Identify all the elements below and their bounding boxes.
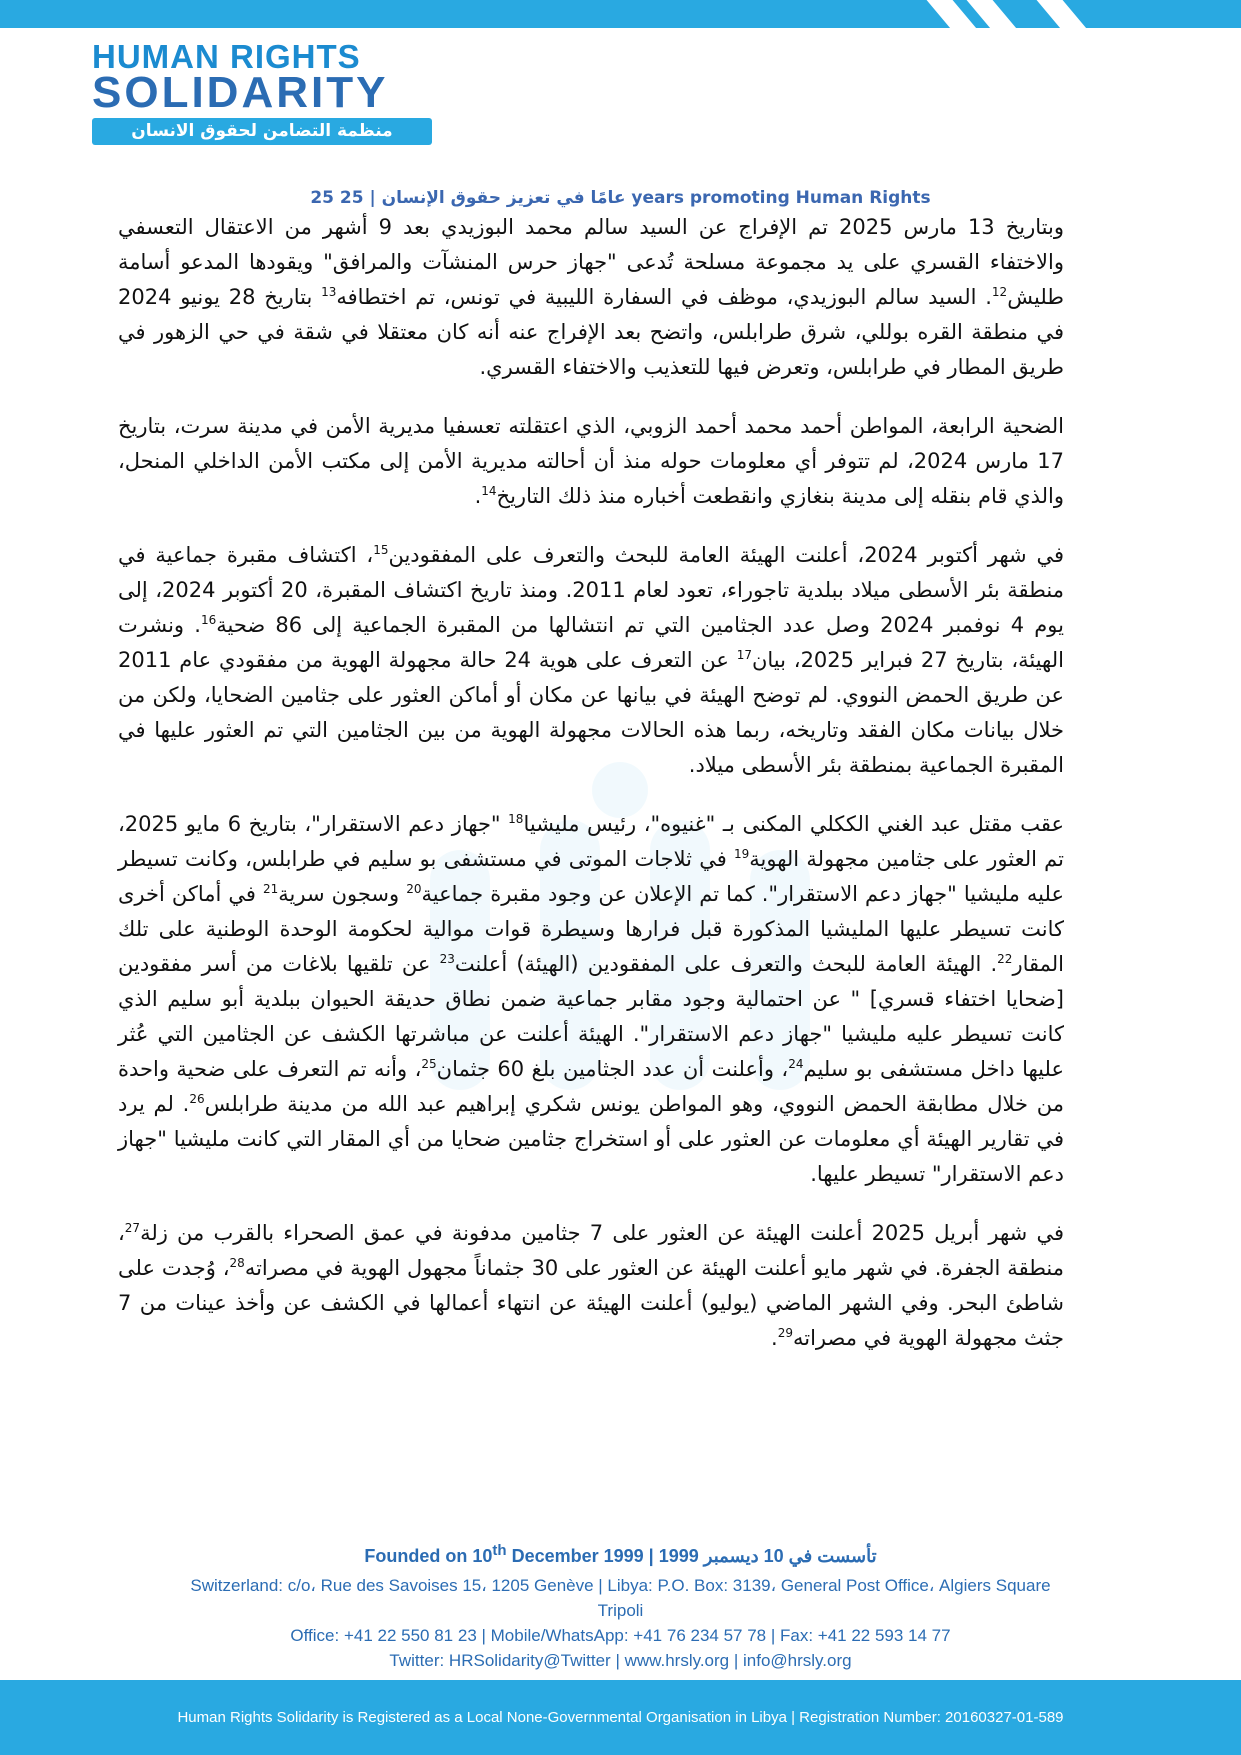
organization-logo [92, 40, 434, 145]
body-paragraph [118, 1216, 1064, 1356]
paragraph-text: . ونشرت الهيئة، بتاريخ 27 فبراير 2025، بيان [118, 613, 1064, 672]
paragraph-text: الضحية الرابعة، المواطن أحمد محمد أحمد الزوبي، الذي اعتقلته تعسفيا مديرية الأمن في مدينة سرت، بتاريخ 17 مارس 2024، لم تتوفر أي معلومات حوله منذ أن أحالته مديرية الأمن إلى مكتب الأمن الداخلي المنحل، والذي قام بنقله إلى مدينة بنغازي وانقطعت أخباره منذ ذلك التاريخ [118, 414, 1064, 508]
footnote-ref: 22 [997, 952, 1013, 966]
logo-arabic-name: منظمة التضامن لحقوق الانسان [92, 118, 432, 145]
founded-english: Founded on 10 [364, 1546, 493, 1566]
paragraph-text: وبتاريخ 13 مارس 2025 تم الإفراج عن السيد سالم محمد البوزيدي بعد 9 أشهر من الاعتقال التعسفي والاختفاء القسري على يد مجموعة مسلحة تُدعى "جهاز حرس المنشآت والمرافق" ويقودها المدعو أسامة طليش [118, 215, 1064, 309]
footnote-ref: 28 [229, 1256, 245, 1270]
footnote-ref: 20 [406, 882, 422, 896]
body-paragraph [118, 210, 1064, 385]
founded-english-rest: December 1999 | [506, 1546, 659, 1566]
footnote-ref: 29 [777, 1326, 793, 1340]
paragraph-text: . [771, 1326, 778, 1350]
phone-line: Office: +41 22 550 81 23 | Mobile/WhatsApp: +41 76 234 57 78 | Fax: +41 22 593 14 77 [290, 1626, 951, 1645]
paragraph-text: . الهيئة العامة للبحث والتعرف على المفقودين (الهيئة) أعلنت [454, 952, 998, 976]
paragraph-text: في شهر أبريل 2025 أعلنت الهيئة عن العثور على 7 جثامين مدفونة في عمق الصحراء بالقرب من زلة [140, 1221, 1064, 1245]
paragraph-text: . [474, 484, 482, 508]
footnote-ref: 16 [200, 613, 217, 627]
body-paragraph [118, 807, 1064, 1192]
paragraph-text: في شهر أكتوبر 2024، أعلنت الهيئة العامة للبحث والتعرف على المفقودين [388, 543, 1064, 567]
footnote-ref: 12 [991, 285, 1008, 299]
paragraph-text: في أماكن أخرى كانت تسيطر عليها المليشيا المذكورة قبل فرارها وسيطرة قوات موالية لحكومة الوحدة الوطنية على تلك المقار [118, 882, 1064, 976]
footnote-ref: 17 [736, 648, 752, 662]
footer [0, 1542, 1241, 1673]
footnote-ref: 18 [508, 812, 524, 826]
address-line: Switzerland: c/o، Rue des Savoises 15، 1205 Genève | Libya: P.O. Box: 3139، General Post Office، Algiers Square [190, 1576, 1051, 1595]
body-paragraph [118, 409, 1064, 514]
footnote-ref: 19 [734, 847, 750, 861]
paragraph-text: وسجون سرية [278, 882, 407, 906]
logo-line-1: HUMAN RIGHTS [92, 38, 361, 75]
footnote-ref: 25 [421, 1057, 437, 1071]
top-banner [0, 0, 1241, 28]
footnote-ref: 27 [124, 1221, 141, 1235]
footnote-ref: 24 [788, 1057, 804, 1071]
contact-line: Twitter: HRSolidarity@Twitter | www.hrsly.org | info@hrsly.org [389, 1651, 852, 1670]
paragraph-text: "جهاز دعم الاستقرار"، بتاريخ 6 مايو 2025، تم العثور على جثامين مجهولة الهوية [118, 812, 1064, 871]
paragraph-text: في ثلاجات الموتى في مستشفى بو سليم في طرابلس، وكانت تسيطر عليه مليشيا "جهاز دعم الاستقرار". كما تم الإعلان عن وجود مقبرة جماعية [118, 847, 1064, 906]
footnote-ref: 21 [262, 882, 279, 896]
founded-ordinal: th [492, 1542, 507, 1559]
paragraph-text: عن تلقيها بلاغات من أسر مفقودين [ضحايا اختفاء قسري] " عن احتمالية وجود مقابر جماعية ضمن نطاق حديقة الحيوان ببلدية أبو سليم الذي كانت تسيطر عليه مليشيا "جهاز دعم الاستقرار". الهيئة أعلنت عن مباشرتها الكشف عن الجثامين التي عُثر عليها داخل مستشفى بو سليم [118, 952, 1064, 1081]
paragraph-text: ، وأنه تم التعرف على ضحية واحدة من خلال مطابقة الحمض النووي، وهو المواطن يونس شكري إبراهيم عبد الله من مدينة طرابلس [118, 1057, 1065, 1116]
paragraph-text: ، وُجدت على شاطئ البحر. وفي الشهر الماضي (يوليو) أعلنت الهيئة عن انتهاء أعمالها في الكشف عن وأخذ عينات من 7 جثث مجهولة الهوية في مصراته [118, 1256, 1064, 1350]
address-city: Tripoli [597, 1601, 644, 1620]
footnote-ref: 15 [373, 543, 389, 557]
footnote-ref: 26 [189, 1092, 205, 1106]
footnote-ref: 13 [321, 285, 337, 299]
document-body [118, 210, 1064, 1380]
paragraph-text: ، منطقة الجفرة. في شهر مايو أعلنت الهيئة عن العثور على 30 جثماناً مجهول الهوية في مصراته [118, 1221, 1065, 1280]
founded-line [0, 1542, 1241, 1567]
paragraph-text: بتاريخ 28 يونيو 2024 في منطقة القره بوللي، شرق طرابلس، واتضح بعد الإفراج عنه أنه كان معتقلا في شقة في حي الزهور في طريق المطار في طرابلس، وتعرض فيها للتعذيب والاختفاء القسري. [118, 285, 1064, 379]
tagline: 25 عامًا في تعزيز حقوق الإنسان | 25 years promoting Human Rights [310, 188, 931, 208]
paragraph-text: عقب مقتل عبد الغني الككلي المكنى بـ "غنيوه"، رئيس مليشيا [523, 812, 1064, 836]
paragraph-text: ، وأعلنت أن عدد الجثامين بلغ 60 جثمان [436, 1057, 789, 1081]
founded-arabic: تأسست في 10 ديسمبر 1999 [658, 1546, 877, 1566]
paragraph-text: عن التعرف على هوية 24 حالة مجهولة الهوية من مفقودي عام 2011 عن طريق الحمض النووي. لم توضح الهيئة في بيانها عن مكان أو أماكن العثور على جثامين الضحايا، ولكن من خلال بيانات مكان الفقد وتاريخه، ربما هذه الحالات مجهولة الهوية من بين الجثامين التي تم العثور عليها في المقبرة الجماعية بمنطقة بئر الأسطى ميلاد. [118, 648, 1064, 777]
registration-bar: Human Rights Solidarity is Registered as a Local None-Governmental Organisation in Libya | Registration Number: 20160327-01-589 [0, 1680, 1241, 1755]
footnote-ref: 23 [439, 952, 455, 966]
paragraph-text: . السيد سالم البوزيدي، موظف في السفارة الليبية في تونس، تم اختطافه [336, 285, 992, 309]
paragraph-text: ، اكتشاف مقبرة جماعية في منطقة بئر الأسطى ميلاد ببلدية تاجوراء، تعود لعام 2011. ومنذ تاريخ اكتشاف المقبرة، 20 أكتوبر 2024، إلى يوم 4 نوفمبر 2024 وصل عدد الجثامين التي تم انتشالها من المقبرة الجماعية إلى 86 ضحية [118, 543, 1065, 637]
logo-line-2: SOLIDARITY [92, 68, 389, 117]
paragraph-text: . لم يرد في تقارير الهيئة أي معلومات عن العثور على أو استخراج جثامين ضحايا من أي المقار التي كانت مليشيا "جهاز دعم الاستقرار" تسيطر عليها. [118, 1092, 1064, 1186]
footnote-ref: 14 [481, 484, 497, 498]
body-paragraph [118, 538, 1064, 783]
banner-stripe [1033, 0, 1093, 28]
